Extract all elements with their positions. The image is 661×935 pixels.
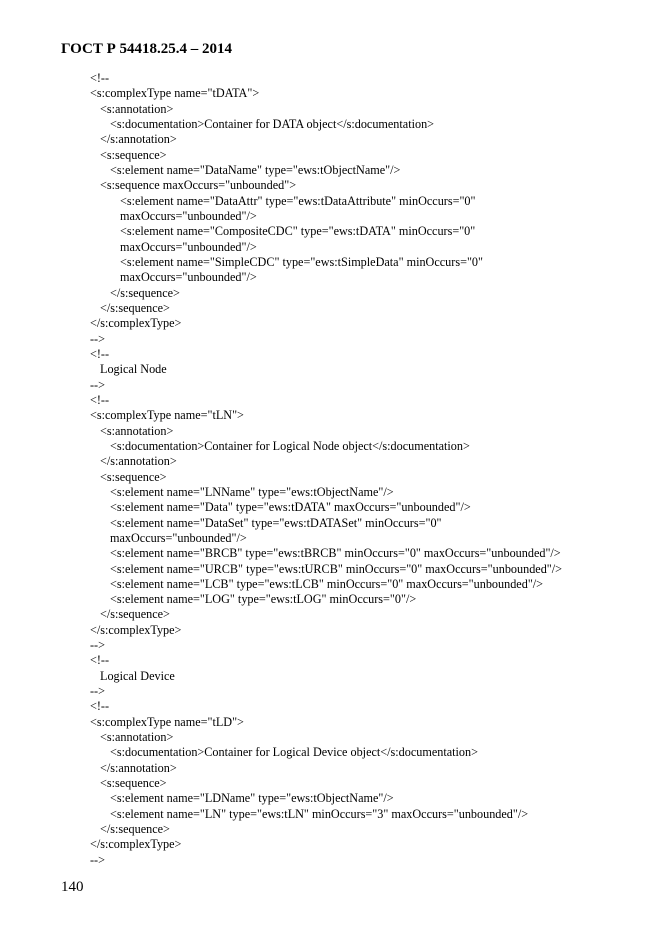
code-line: maxOccurs="unbounded"/> bbox=[120, 239, 257, 254]
code-line: maxOccurs="unbounded"/> bbox=[120, 208, 257, 223]
code-line: <s:element name="DataSet" type="ews:tDATASet" minOccurs="0" bbox=[110, 515, 442, 530]
code-line: <s:annotation> bbox=[100, 730, 174, 745]
xml-code-listing bbox=[90, 71, 650, 868]
code-line: </s:annotation> bbox=[100, 760, 177, 775]
code-line: <s:sequence maxOccurs="unbounded"> bbox=[100, 178, 297, 193]
code-line: maxOccurs="unbounded"/> bbox=[110, 530, 247, 545]
code-line: </s:annotation> bbox=[100, 132, 177, 147]
code-line: <s:complexType name="tLN"> bbox=[90, 408, 244, 423]
code-line: </s:complexType> bbox=[90, 837, 182, 852]
code-line: <s:element name="LDName" type="ews:tObjectName"/> bbox=[110, 791, 394, 806]
code-line: <s:sequence> bbox=[100, 776, 167, 791]
code-line: <s:documentation>Container for Logical Node object</s:documentation> bbox=[110, 438, 470, 453]
code-line: <s:sequence> bbox=[100, 469, 167, 484]
code-line: --> bbox=[90, 331, 105, 346]
code-line: <s:annotation> bbox=[100, 423, 174, 438]
code-line: <s:documentation>Container for DATA object</s:documentation> bbox=[110, 116, 435, 131]
code-line: <s:element name="Data" type="ews:tDATA" maxOccurs="unbounded"/> bbox=[110, 500, 471, 515]
code-line: </s:annotation> bbox=[100, 454, 177, 469]
code-line: </s:complexType> bbox=[90, 622, 182, 637]
code-line: <s:element name="SimpleCDC" type="ews:tSimpleData" minOccurs="0" bbox=[120, 254, 483, 269]
code-line: --> bbox=[90, 377, 105, 392]
code-line: Logical Node bbox=[100, 362, 167, 377]
code-line: <!-- bbox=[90, 71, 110, 85]
code-line: <s:element name="DataAttr" type="ews:tDataAttribute" minOccurs="0" bbox=[120, 193, 476, 208]
code-line: <!-- bbox=[90, 392, 110, 407]
code-line: --> bbox=[90, 852, 105, 867]
code-line: </s:sequence> bbox=[100, 822, 170, 837]
code-line: <s:element name="DataName" type="ews:tObjectName"/> bbox=[110, 162, 401, 177]
code-line: <s:complexType name="tLD"> bbox=[90, 714, 244, 729]
code-line: Logical Device bbox=[100, 668, 175, 683]
code-line: <s:documentation>Container for Logical Device object</s:documentation> bbox=[110, 745, 478, 760]
code-line: <s:element name="BRCB" type="ews:tBRCB" minOccurs="0" maxOccurs="unbounded"/> bbox=[110, 546, 561, 561]
code-line: <s:annotation> bbox=[100, 101, 174, 116]
code-line: <s:complexType name="tDATA"> bbox=[90, 86, 260, 101]
code-line: --> bbox=[90, 638, 105, 653]
code-line: <s:element name="LOG" type="ews:tLOG" minOccurs="0"/> bbox=[110, 592, 417, 607]
code-line: </s:sequence> bbox=[100, 300, 170, 315]
document-header: ГОСТ Р 54418.25.4 – 2014 bbox=[61, 41, 233, 57]
code-line: <s:element name="LN" type="ews:tLN" minOccurs="3" maxOccurs="unbounded"/> bbox=[110, 806, 529, 821]
code-line: </s:sequence> bbox=[100, 607, 170, 622]
code-line: maxOccurs="unbounded"/> bbox=[120, 270, 257, 285]
code-line: <!-- bbox=[90, 699, 110, 714]
code-line: <!-- bbox=[90, 653, 110, 668]
code-line: <s:element name="CompositeCDC" type="ews:tDATA" minOccurs="0" bbox=[120, 224, 476, 239]
code-line: <!-- bbox=[90, 346, 110, 361]
code-line: <s:sequence> bbox=[100, 147, 167, 162]
page-number: 140 bbox=[61, 879, 84, 895]
code-line: <s:element name="LNName" type="ews:tObjectName"/> bbox=[110, 484, 394, 499]
code-line: <s:element name="URCB" type="ews:tURCB" minOccurs="0" maxOccurs="unbounded"/> bbox=[110, 561, 563, 576]
code-line: </s:sequence> bbox=[110, 285, 180, 300]
code-line: </s:complexType> bbox=[90, 316, 182, 331]
code-line: --> bbox=[90, 684, 105, 699]
code-line: <s:element name="LCB" type="ews:tLCB" minOccurs="0" maxOccurs="unbounded"/> bbox=[110, 576, 544, 591]
